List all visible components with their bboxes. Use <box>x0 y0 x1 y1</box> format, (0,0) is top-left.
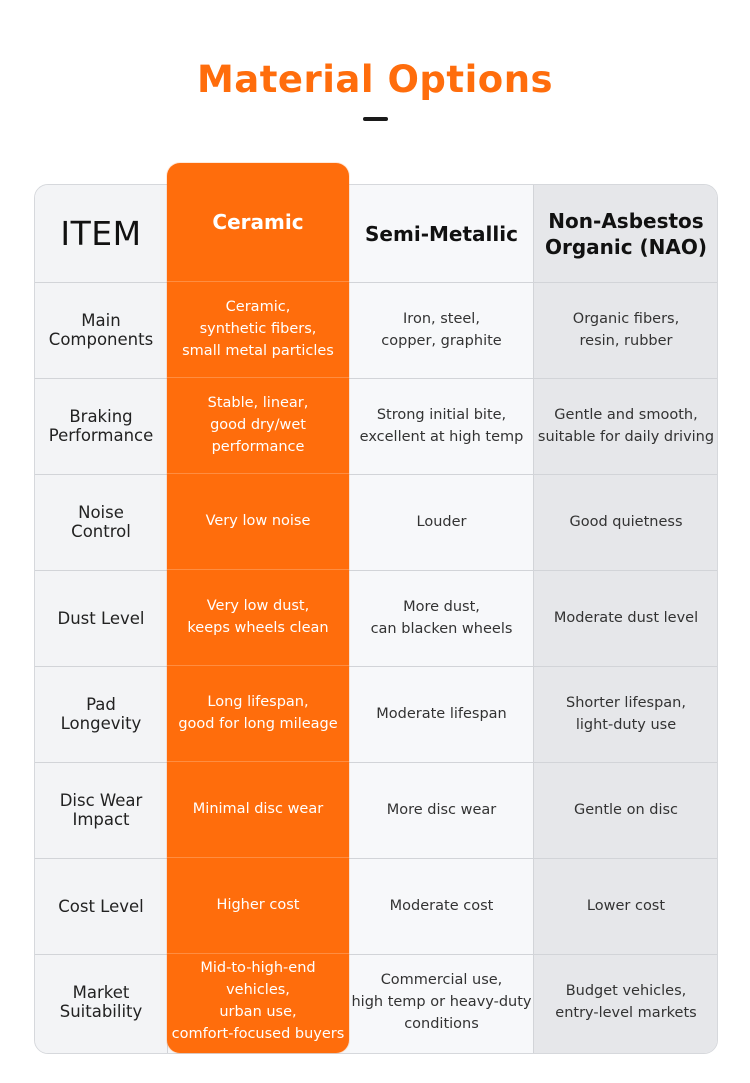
cell-ceramic-text: Minimal disc wear <box>192 801 324 817</box>
cell-semi-metallic-text: More disc wear <box>386 802 497 818</box>
cell-ceramic <box>167 473 349 569</box>
cell-nao <box>533 378 718 474</box>
cell-nao <box>533 954 718 1050</box>
cell-nao-text: Gentle and smooth, suitable for daily driving <box>537 407 715 445</box>
cell-ceramic <box>167 665 349 761</box>
ceramic-column <box>167 163 349 1053</box>
cell-ceramic-text: Higher cost <box>216 897 300 913</box>
cell-semi-metallic <box>350 666 533 762</box>
cell-ceramic-text: Stable, linear, good dry/wet performance <box>207 395 309 455</box>
cell-ceramic-text: Long lifespan, good for long mileage <box>178 694 338 732</box>
row-label-text: Cost Level <box>58 896 144 916</box>
cell-nao-text: Moderate dust level <box>553 610 699 626</box>
cell-ceramic <box>167 569 349 665</box>
cell-semi-metallic-text: Iron, steel, copper, graphite <box>381 311 502 349</box>
cell-semi-metallic-text: Strong initial bite, excellent at high temp <box>359 407 524 445</box>
row-label <box>35 570 167 666</box>
cell-semi-metallic <box>350 858 533 954</box>
cell-nao <box>533 570 718 666</box>
cell-nao-text: Shorter lifespan, light-duty use <box>566 695 686 733</box>
cell-nao <box>533 282 718 378</box>
cell-ceramic <box>167 377 349 473</box>
row-label <box>35 858 167 954</box>
row-label-text: Main Components <box>48 311 154 349</box>
cell-semi-metallic <box>350 954 533 1050</box>
header-ceramic: Ceramic <box>212 210 304 234</box>
row-label <box>35 282 167 378</box>
cell-semi-metallic <box>350 378 533 474</box>
title-underline <box>363 117 388 121</box>
cell-semi-metallic-text: More dust, can blacken wheels <box>370 599 513 637</box>
cell-nao-text: Lower cost <box>586 898 666 914</box>
cell-nao <box>533 858 718 954</box>
cell-nao <box>533 666 718 762</box>
row-label-text: Noise Control <box>71 503 131 541</box>
cell-ceramic <box>167 953 349 1049</box>
cell-nao <box>533 762 718 858</box>
cell-ceramic <box>167 857 349 953</box>
row-label-text: Market Suitability <box>59 983 143 1021</box>
cell-semi-metallic <box>350 570 533 666</box>
row-label-text: Dust Level <box>57 608 145 628</box>
row-label-text: Disc Wear Impact <box>59 791 143 829</box>
cell-nao-text: Organic fibers, resin, rubber <box>572 311 680 349</box>
header-item: ITEM <box>60 214 142 253</box>
row-label <box>35 378 167 474</box>
cell-semi-metallic-text: Louder <box>416 514 467 530</box>
cell-semi-metallic <box>350 474 533 570</box>
row-label <box>35 666 167 762</box>
header-semi-metallic: Semi-Metallic <box>365 221 518 246</box>
cell-ceramic-text: Mid-to-high-end vehicles, urban use, comfort-focused buyers <box>171 960 345 1042</box>
row-label <box>35 474 167 570</box>
cell-ceramic-text: Ceramic, synthetic fibers, small metal particles <box>182 299 334 359</box>
cell-semi-metallic-text: Moderate lifespan <box>376 706 507 722</box>
row-label-text: Pad Longevity <box>60 695 142 733</box>
cell-semi-metallic-text: Moderate cost <box>389 898 494 914</box>
row-label <box>35 954 167 1050</box>
cell-semi-metallic <box>350 762 533 858</box>
cell-semi-metallic <box>350 282 533 378</box>
cell-nao-text: Budget vehicles, entry-level markets <box>555 983 697 1021</box>
cell-nao <box>533 474 718 570</box>
comparison-table <box>34 184 718 1054</box>
page-title: Material Options <box>196 58 554 101</box>
cell-ceramic <box>167 281 349 377</box>
header-nao: Non-Asbestos Organic (NAO) <box>544 208 708 259</box>
row-label-text: Braking Performance <box>48 407 154 445</box>
cell-ceramic <box>167 761 349 857</box>
row-label <box>35 762 167 858</box>
cell-nao-text: Gentle on disc <box>573 802 679 818</box>
cell-nao-text: Good quietness <box>569 514 683 530</box>
cell-ceramic-text: Very low dust, keeps wheels clean <box>187 598 329 636</box>
cell-ceramic-text: Very low noise <box>205 513 311 529</box>
cell-semi-metallic-text: Commercial use, high temp or heavy-duty conditions <box>351 972 532 1032</box>
